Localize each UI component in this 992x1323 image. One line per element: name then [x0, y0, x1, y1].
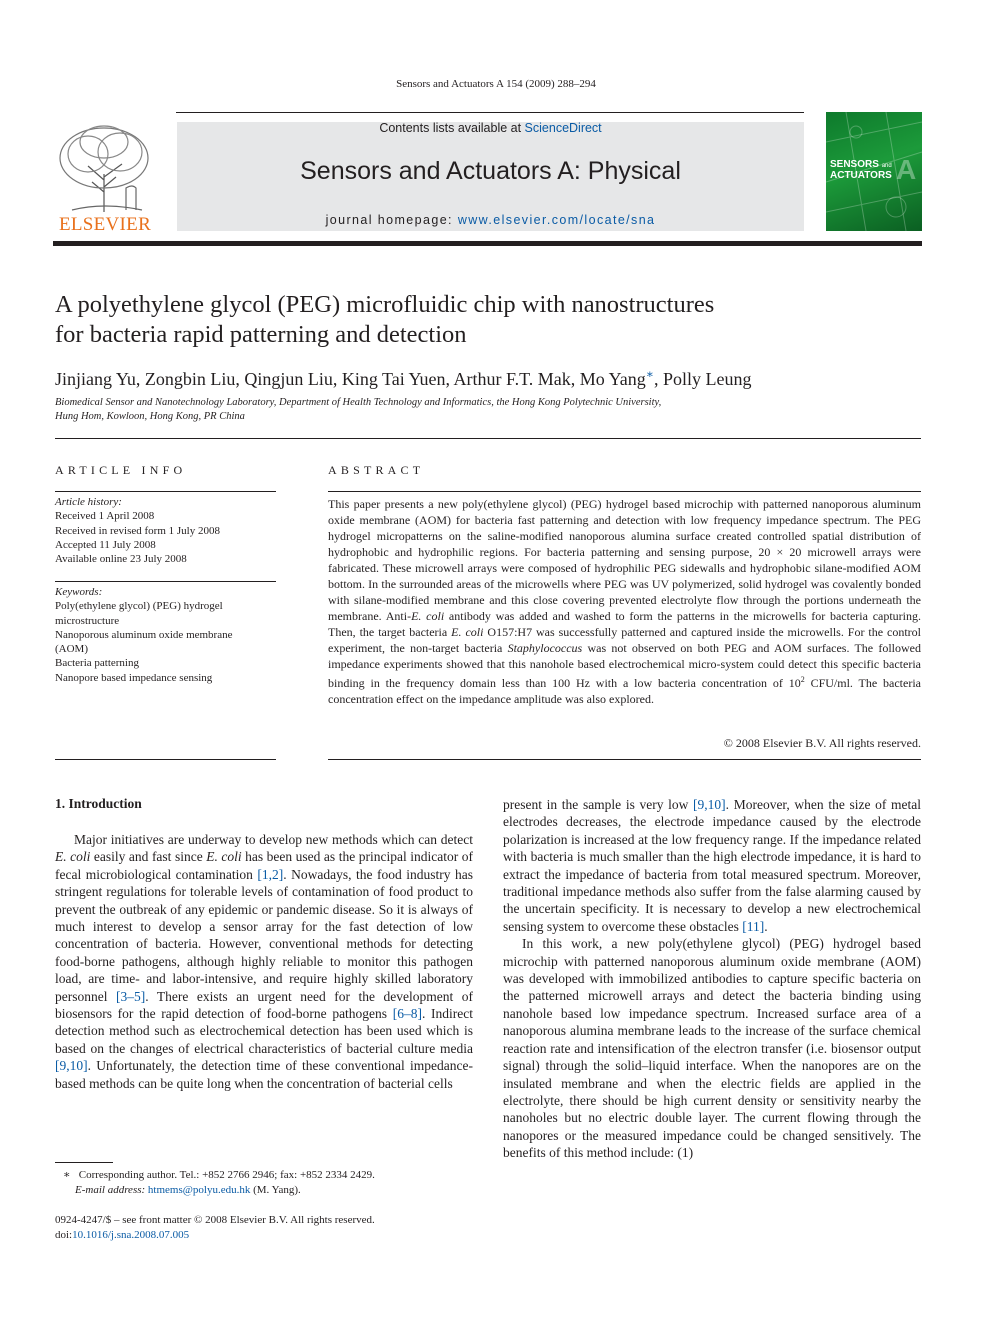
affiliation-line-2: Hung Hom, Kowloon, Hong Kong, PR China	[55, 411, 245, 422]
cover-line2: ACTUATORS	[830, 170, 892, 181]
keyword-item: Nanoporous aluminum oxide membrane	[55, 628, 233, 641]
abstract-species: E. coli	[411, 609, 445, 623]
journal-citation: Sensors and Actuators A 154 (2009) 288–294	[396, 78, 596, 90]
abstract-rule-bottom	[328, 759, 921, 760]
text-run: . Unfortunately, the detection time of these conventional impedance-based methods can be quite long when the concentration of bacterial cells	[55, 1058, 473, 1091]
abstract-part: CFU/ml. The bacteria concentration effect on the impedance amplitude was also explored.	[328, 676, 921, 706]
issn-line: 0924-4247/$ – see front matter © 2008 Elsevier B.V. All rights reserved.	[55, 1214, 375, 1226]
text-run: . Indirect detection method such as electrochemical detection has been used which is based on the changes of electrical characteristics of bacterial culture media	[55, 1006, 473, 1056]
reference-link[interactable]: [6–8]	[392, 1006, 422, 1022]
publisher-wordmark: ELSEVIER	[58, 214, 152, 235]
title-line-2: for bacteria rapid patterning and detection	[55, 321, 467, 348]
intro-paragraph-continued	[503, 796, 921, 935]
history-item: Accepted 11 July 2008	[55, 538, 156, 551]
cover-letter: A	[896, 154, 917, 185]
journal-name: Sensors and Actuators A: Physical	[300, 157, 681, 185]
abstract-heading: ABSTRACT	[328, 463, 425, 477]
affiliation-line-1: Biomedical Sensor and Nanotechnology Laboratory, Department of Health Technology and Informatics, the Hong Kong Polytechnic University,	[55, 397, 662, 408]
keyword-item: (AOM)	[55, 643, 88, 656]
history-label: Article history:	[55, 496, 122, 508]
body-left-column	[55, 831, 473, 1092]
intro-paragraph-1	[55, 831, 473, 1092]
email-note	[55, 1183, 475, 1198]
species-name: E. coli	[55, 849, 91, 865]
corresponding-text: Corresponding author. Tel.: +852 2766 2946; fax: +852 2334 2429.	[78, 1169, 375, 1181]
affiliation	[55, 396, 661, 424]
text-run: . There exists an urgent need for the development of biosensors for the rapid detection of food-borne pathogens	[55, 988, 473, 1022]
reference-link[interactable]: [1,2]	[257, 866, 284, 882]
text-run: has been used as the principal indicator of fecal microbiological contamination	[55, 849, 473, 882]
abstract-rule-top	[328, 491, 921, 492]
keywords-label: Keywords:	[55, 586, 103, 598]
title-rule	[55, 438, 921, 439]
article-history	[55, 495, 280, 566]
info-rule-2	[55, 581, 276, 582]
abstract-text	[328, 496, 921, 707]
abstract-superscript: 2	[800, 675, 805, 684]
keyword-item: Poly(ethylene glycol) (PEG) hydrogel	[55, 600, 223, 613]
text-run: present in the sample is very low	[503, 797, 694, 812]
abstract-part: O157:H7 was successfully patterned and captured inside the microwells. For the control experiment, the non-target bacteria	[328, 625, 922, 655]
footnote	[55, 1168, 475, 1197]
contents-line	[177, 121, 804, 135]
keyword-item: microstructure	[55, 614, 120, 627]
masthead-rule	[53, 241, 922, 246]
keyword-item: Nanopore based impedance sensing	[55, 671, 213, 684]
authors-tail: , Polly Leung	[653, 369, 752, 389]
abstract-species: E. coli	[451, 625, 484, 639]
section-heading: 1. Introduction	[55, 796, 142, 811]
abstract-part: This paper presents a new poly(ethylene glycol) (PEG) hydrogel based microchip with patterned nanoporous aluminum oxide membrane (AOM) for bacteria fast patterning and detection with low frequency impedance spectrum. The PEG hydrogel micropatterns on the saline-modified nanoporous alumina surface created controlled spatial distribution of hydrophobic and hydrophilic regions. For bacteria patterning and sensing purpose, 20 × 20 microwell arrays were fabricated. These microwell arrays were composed of hydrophilic PEG sidewalls and hydrophobic silane-modified AOM bottom. In the surrounded areas of the microwells where PEG was UV polymerized, solid hydrogel was covalently bonded with silane-modified membrane and this close covering prevented electrolyte flow through the portions underneath the membrane. Anti-	[328, 497, 921, 623]
text-run: . Moreover, when the size of metal electrodes decreases, the electrode impedance caused by the electrode polarization is increased at the low frequency range. If the impedance related with bacteria is much smaller than the high electrode impedance, it is hard to extract the impedance of bacteria from total measured spectrum. Moreover, traditional impedance methods also suffer from the false alarming caused by the uncertain specificity. It is necessary to develop a new electrochemical sensing system to overcome these obstacles	[503, 797, 921, 934]
doi-link[interactable]: 10.1016/j.sna.2008.07.005	[72, 1228, 190, 1241]
text-run: . Nowadays, the food industry has stringent regulations for tolerable levels of contamination of food product to prevent the outbreak of any epidemic or pandemic disease. So it is always of much interest to develop a sensor array for the fast detection of low concentration of bacteria. However, conventional methods for detecting food-borne pathogens, although highly reliable to monitor this pathogen load, are time- and labor-intensive, and require highly skilled laboratory personnel	[55, 866, 473, 1004]
sciencedirect-link[interactable]: ScienceDirect	[524, 121, 602, 135]
footnote-rule	[55, 1162, 113, 1163]
authors-main: Jinjiang Yu, Zongbin Liu, Qingjun Liu, King Tai Yuen, Arthur F.T. Mak, Mo Yang	[55, 369, 646, 389]
corresponding-note	[55, 1168, 475, 1183]
abstract-part: was not observed on both PEG and AOM surfaces. The followed impedance experiments showed that this nanohole based electrochemical micro-system could detect this specific bacteria binding in the frequency domain less than 100 Hz with a low bacteria concentration of 10	[328, 641, 922, 690]
intro-paragraph-2: In this work, a new poly(ethylene glycol) (PEG) hydrogel based microchip with patterned nanoporous aluminum oxide membrane (AOM) was developed with immobilized antibodies to capture specific bacteria on the patterned microwell arrays and detect the bacteria binding using nanohole based low impedance spectrum. Increased surface area of a nanoporous alumina membrane leads to the increase of the surface chemical reaction rate and intensification of the electron transfer (i.e. biosensor output signal) through the solid–liquid interface. When the nanopores are on the insulated membrane and when the electric fields are applied in the electrolyte, there should be high current density or sensitivity nearby the nanoholes but no electric double layer. The current flowing through the nanopores or the measured impedance could be changed sensitively. The benefits of this method include: (1)	[503, 936, 921, 1161]
footnote-mark: ∗	[63, 1169, 71, 1181]
history-item: Received 1 April 2008	[55, 510, 155, 523]
title-line-1: A polyethylene glycol (PEG) microfluidic chip with nanostructures	[55, 291, 715, 318]
abstract-part: antibody was added and washed to form the patterns in the microwells for bacteria capturing. Then, the target bacteria	[328, 609, 922, 639]
reference-link[interactable]: [9,10]	[55, 1058, 88, 1074]
cover-title	[830, 160, 892, 181]
email-link[interactable]: htmems@polyu.edu.hk	[147, 1183, 251, 1196]
abstract-copyright: © 2008 Elsevier B.V. All rights reserved.	[723, 736, 921, 750]
header-rule	[176, 112, 804, 113]
contents-prefix: Contents lists available at	[379, 121, 525, 135]
doi-label: doi:	[55, 1228, 73, 1241]
info-rule-3	[55, 759, 276, 760]
author-list	[55, 362, 751, 391]
text-run: Major initiatives are underway to develop new methods which can detect	[74, 832, 473, 847]
history-item: Received in revised form 1 July 2008	[55, 524, 220, 537]
homepage-prefix: journal homepage:	[325, 213, 458, 227]
keyword-item: Bacteria patterning	[55, 657, 139, 670]
body-right-column	[503, 796, 921, 1162]
front-matter	[55, 1213, 475, 1242]
doi-line	[55, 1228, 475, 1243]
reference-link[interactable]: [11]	[742, 918, 765, 934]
cover-line1: SENSORS	[830, 159, 879, 170]
homepage-link[interactable]: www.elsevier.com/locate/sna	[457, 213, 656, 227]
reference-link[interactable]: [3–5]	[116, 988, 146, 1004]
email-tail: (M. Yang).	[250, 1183, 301, 1196]
species-name: E. coli	[206, 849, 242, 865]
abstract-species: Staphylococcus	[507, 641, 583, 655]
keywords	[55, 585, 280, 685]
info-rule-1	[55, 491, 276, 492]
text-run: easily and fast since	[90, 849, 207, 865]
cover-and: and	[881, 163, 892, 169]
reference-link[interactable]: [9,10]	[693, 797, 726, 812]
history-item: Available online 23 July 2008	[55, 553, 187, 566]
article-title	[55, 290, 915, 350]
text-run: .	[764, 918, 768, 934]
corresponding-author-mark[interactable]: ∗	[645, 367, 654, 381]
article-info-heading: ARTICLE INFO	[55, 463, 187, 477]
journal-cover-thumbnail-icon	[826, 112, 922, 231]
journal-homepage	[177, 213, 804, 227]
email-label: E-mail address:	[75, 1183, 148, 1196]
